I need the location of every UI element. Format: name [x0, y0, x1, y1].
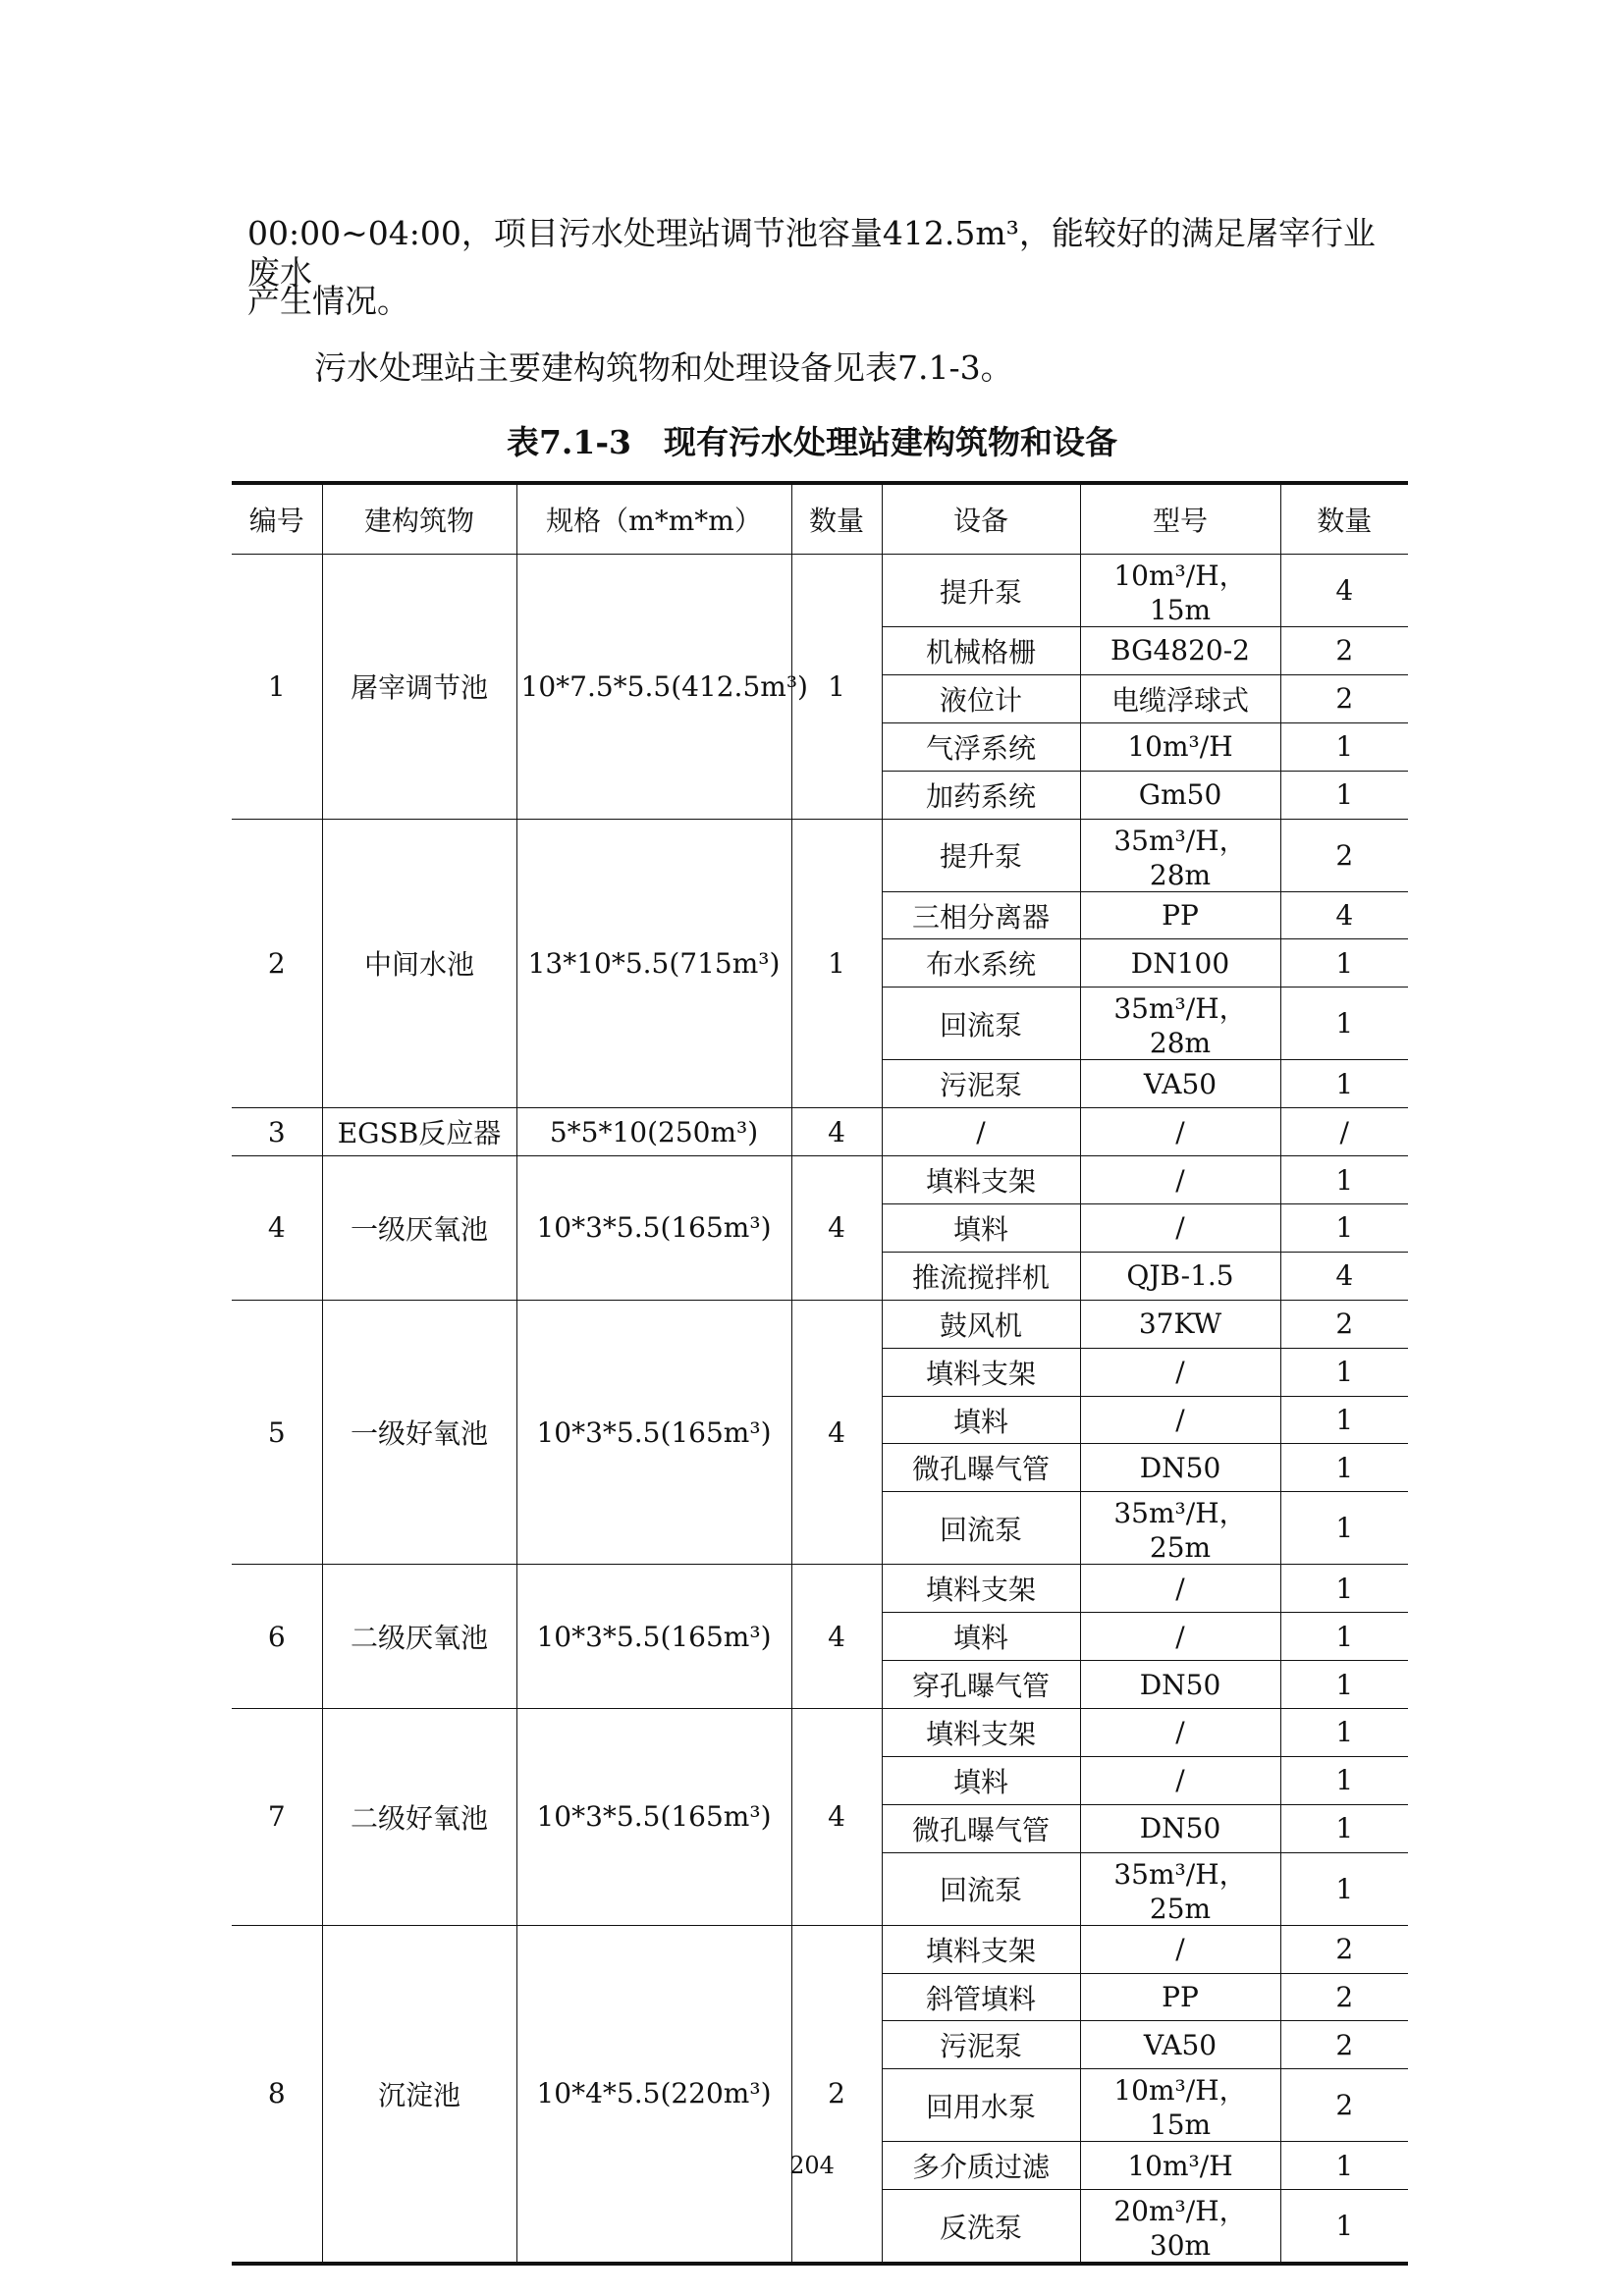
- equipment-table: [232, 481, 1408, 2266]
- structure-number-cell: 7: [232, 1709, 322, 1926]
- structure-spec-cell: 10*3*5.5(165m³): [516, 1156, 791, 1301]
- equipment-count-cell: 1: [1280, 1396, 1408, 1444]
- equipment-count-cell: 2: [1280, 1973, 1408, 2021]
- equipment-model-cell: /: [1080, 1565, 1280, 1613]
- equipment-count-cell: 1: [1280, 2190, 1408, 2265]
- paragraph-line: 00:00~04:00，项目污水处理站调节池容量412.5m³，能较好的满足屠宰行业废水: [247, 214, 1376, 292]
- equipment-name-cell: 回流泵: [882, 1492, 1080, 1565]
- equipment-count-cell: 1: [1280, 771, 1408, 819]
- equipment-model-cell: /: [1080, 1756, 1280, 1804]
- structure-name-cell: 二级厌氧池: [322, 1565, 516, 1709]
- equipment-model-cell: VA50: [1080, 1060, 1280, 1108]
- equipment-model-cell: 电缆浮球式: [1080, 674, 1280, 722]
- equipment-model-cell: BG4820-2: [1080, 627, 1280, 675]
- equipment-name-cell: 微孔曝气管: [882, 1804, 1080, 1852]
- equipment-model-cell: /: [1080, 1108, 1280, 1156]
- equipment-count-cell: 1: [1280, 722, 1408, 771]
- equipment-count-cell: 2: [1280, 819, 1408, 891]
- header-row: [232, 483, 1408, 555]
- equipment-count-cell: 4: [1280, 1252, 1408, 1300]
- equipment-model-cell: /: [1080, 1925, 1280, 1973]
- equipment-model-cell: DN50: [1080, 1661, 1280, 1709]
- equipment-name-cell: 布水系统: [882, 939, 1080, 988]
- structure-spec-cell: 13*10*5.5(715m³): [516, 819, 791, 1108]
- equipment-name-cell: 反洗泵: [882, 2190, 1080, 2265]
- equipment-count-cell: 1: [1280, 1804, 1408, 1852]
- equipment-count-cell: 1: [1280, 1492, 1408, 1565]
- structure-number-cell: 5: [232, 1300, 322, 1565]
- equipment-model-cell: /: [1080, 1156, 1280, 1204]
- equipment-count-cell: 1: [1280, 1565, 1408, 1613]
- equipment-model-cell: 35m³/H，25m: [1080, 1852, 1280, 1925]
- equipment-count-cell: 1: [1280, 1444, 1408, 1492]
- equipment-name-cell: 多介质过滤: [882, 2142, 1080, 2190]
- equipment-name-cell: 推流搅拌机: [882, 1252, 1080, 1300]
- structure-quantity-cell: 1: [791, 819, 882, 1108]
- equipment-count-cell: 1: [1280, 2142, 1408, 2190]
- equipment-count-cell: 1: [1280, 1204, 1408, 1253]
- equipment-model-cell: 10m³/H: [1080, 722, 1280, 771]
- equipment-name-cell: 填料支架: [882, 1348, 1080, 1396]
- equipment-count-cell: 1: [1280, 939, 1408, 988]
- equipment-name-cell: 回流泵: [882, 988, 1080, 1060]
- equipment-count-cell: 2: [1280, 674, 1408, 722]
- structure-number-cell: 2: [232, 819, 322, 1108]
- structure-quantity-cell: 1: [791, 555, 882, 820]
- structure-name-cell: 二级好氧池: [322, 1709, 516, 1926]
- equipment-count-cell: 4: [1280, 555, 1408, 627]
- equipment-name-cell: 填料支架: [882, 1925, 1080, 1973]
- equipment-name-cell: /: [882, 1108, 1080, 1156]
- structure-name-cell: 一级厌氧池: [322, 1156, 516, 1301]
- structure-name-cell: 沉淀池: [322, 1925, 516, 2264]
- equipment-model-cell: 10m³/H: [1080, 2142, 1280, 2190]
- equipment-count-cell: 1: [1280, 1156, 1408, 1204]
- structure-quantity-cell: 2: [791, 1925, 882, 2264]
- table-row: [232, 1709, 1408, 1757]
- equipment-name-cell: 加药系统: [882, 771, 1080, 819]
- equipment-model-cell: 35m³/H，28m: [1080, 988, 1280, 1060]
- equipment-model-cell: 10m³/H，15m: [1080, 555, 1280, 627]
- paragraph-line: 污水处理站主要建构筑物和处理设备见表7.1-3。: [314, 348, 1013, 387]
- structure-number-cell: 4: [232, 1156, 322, 1301]
- equipment-name-cell: 填料: [882, 1396, 1080, 1444]
- equipment-model-cell: DN100: [1080, 939, 1280, 988]
- table-row: [232, 555, 1408, 627]
- column-header: 数量: [1280, 483, 1408, 555]
- table-row: [232, 819, 1408, 891]
- equipment-count-cell: 1: [1280, 988, 1408, 1060]
- equipment-model-cell: 35m³/H，25m: [1080, 1492, 1280, 1565]
- equipment-model-cell: 20m³/H，30m: [1080, 2190, 1280, 2265]
- structure-name-cell: 屠宰调节池: [322, 555, 516, 820]
- equipment-count-cell: 2: [1280, 627, 1408, 675]
- equipment-name-cell: 填料支架: [882, 1565, 1080, 1613]
- equipment-name-cell: 气浮系统: [882, 722, 1080, 771]
- table-row: [232, 1300, 1408, 1348]
- column-header: 规格（m*m*m）: [516, 483, 791, 555]
- table-row: [232, 1156, 1408, 1204]
- structure-spec-cell: 10*4*5.5(220m³): [516, 1925, 791, 2264]
- equipment-name-cell: 鼓风机: [882, 1300, 1080, 1348]
- column-header: 型号: [1080, 483, 1280, 555]
- structure-quantity-cell: 4: [791, 1156, 882, 1301]
- table-body: [232, 555, 1408, 2265]
- table-row: [232, 1565, 1408, 1613]
- equipment-count-cell: 1: [1280, 1060, 1408, 1108]
- equipment-count-cell: 1: [1280, 1756, 1408, 1804]
- structure-quantity-cell: 4: [791, 1300, 882, 1565]
- equipment-name-cell: 填料支架: [882, 1709, 1080, 1757]
- structure-quantity-cell: 4: [791, 1108, 882, 1156]
- structure-spec-cell: 10*3*5.5(165m³): [516, 1300, 791, 1565]
- structure-name-cell: EGSB反应器: [322, 1108, 516, 1156]
- equipment-count-cell: 2: [1280, 1925, 1408, 1973]
- equipment-model-cell: PP: [1080, 891, 1280, 939]
- equipment-name-cell: 污泥泵: [882, 1060, 1080, 1108]
- equipment-name-cell: 穿孔曝气管: [882, 1661, 1080, 1709]
- equipment-name-cell: 填料: [882, 1204, 1080, 1253]
- equipment-name-cell: 斜管填料: [882, 1973, 1080, 2021]
- structure-name-cell: 中间水池: [322, 819, 516, 1108]
- equipment-model-cell: Gm50: [1080, 771, 1280, 819]
- structure-number-cell: 6: [232, 1565, 322, 1709]
- page-number: 204: [789, 2152, 835, 2179]
- table-caption: 表7.1-3 现有污水处理站建构筑物和设备: [506, 423, 1118, 461]
- table-row: [232, 1108, 1408, 1156]
- equipment-model-cell: /: [1080, 1204, 1280, 1253]
- equipment-name-cell: 回用水泵: [882, 2069, 1080, 2142]
- equipment-name-cell: 三相分离器: [882, 891, 1080, 939]
- column-header: 编号: [232, 483, 322, 555]
- equipment-count-cell: 4: [1280, 891, 1408, 939]
- equipment-count-cell: 1: [1280, 1661, 1408, 1709]
- equipment-model-cell: /: [1080, 1613, 1280, 1661]
- structure-spec-cell: 10*3*5.5(165m³): [516, 1709, 791, 1926]
- column-header: 数量: [791, 483, 882, 555]
- column-header: 建构筑物: [322, 483, 516, 555]
- equipment-count-cell: 1: [1280, 1348, 1408, 1396]
- structure-spec-cell: 5*5*10(250m³): [516, 1108, 791, 1156]
- equipment-count-cell: /: [1280, 1108, 1408, 1156]
- equipment-model-cell: DN50: [1080, 1444, 1280, 1492]
- equipment-model-cell: VA50: [1080, 2021, 1280, 2069]
- equipment-name-cell: 填料: [882, 1756, 1080, 1804]
- equipment-count-cell: 2: [1280, 2069, 1408, 2142]
- structure-number-cell: 3: [232, 1108, 322, 1156]
- equipment-name-cell: 填料支架: [882, 1156, 1080, 1204]
- equipment-count-cell: 1: [1280, 1852, 1408, 1925]
- equipment-model-cell: 10m³/H，15m: [1080, 2069, 1280, 2142]
- column-header: 设备: [882, 483, 1080, 555]
- structure-name-cell: 一级好氧池: [322, 1300, 516, 1565]
- equipment-name-cell: 微孔曝气管: [882, 1444, 1080, 1492]
- equipment-model-cell: DN50: [1080, 1804, 1280, 1852]
- structure-number-cell: 8: [232, 1925, 322, 2264]
- equipment-model-cell: 37KW: [1080, 1300, 1280, 1348]
- equipment-count-cell: 2: [1280, 1300, 1408, 1348]
- equipment-name-cell: 液位计: [882, 674, 1080, 722]
- equipment-model-cell: 35m³/H，28m: [1080, 819, 1280, 891]
- structure-quantity-cell: 4: [791, 1709, 882, 1926]
- equipment-name-cell: 机械格栅: [882, 627, 1080, 675]
- equipment-count-cell: 1: [1280, 1613, 1408, 1661]
- equipment-count-cell: 1: [1280, 1709, 1408, 1757]
- equipment-name-cell: 提升泵: [882, 819, 1080, 891]
- equipment-model-cell: /: [1080, 1709, 1280, 1757]
- equipment-model-cell: /: [1080, 1348, 1280, 1396]
- equipment-name-cell: 填料: [882, 1613, 1080, 1661]
- structure-spec-cell: 10*3*5.5(165m³): [516, 1565, 791, 1709]
- equipment-name-cell: 污泥泵: [882, 2021, 1080, 2069]
- structure-number-cell: 1: [232, 555, 322, 820]
- equipment-name-cell: 回流泵: [882, 1852, 1080, 1925]
- table-row: [232, 1925, 1408, 1973]
- structure-spec-cell: 10*7.5*5.5(412.5m³): [516, 555, 791, 820]
- equipment-model-cell: QJB-1.5: [1080, 1252, 1280, 1300]
- equipment-name-cell: 提升泵: [882, 555, 1080, 627]
- equipment-model-cell: /: [1080, 1396, 1280, 1444]
- structure-quantity-cell: 4: [791, 1565, 882, 1709]
- paragraph-line: 产生情况。: [247, 282, 409, 320]
- equipment-model-cell: PP: [1080, 1973, 1280, 2021]
- equipment-count-cell: 2: [1280, 2021, 1408, 2069]
